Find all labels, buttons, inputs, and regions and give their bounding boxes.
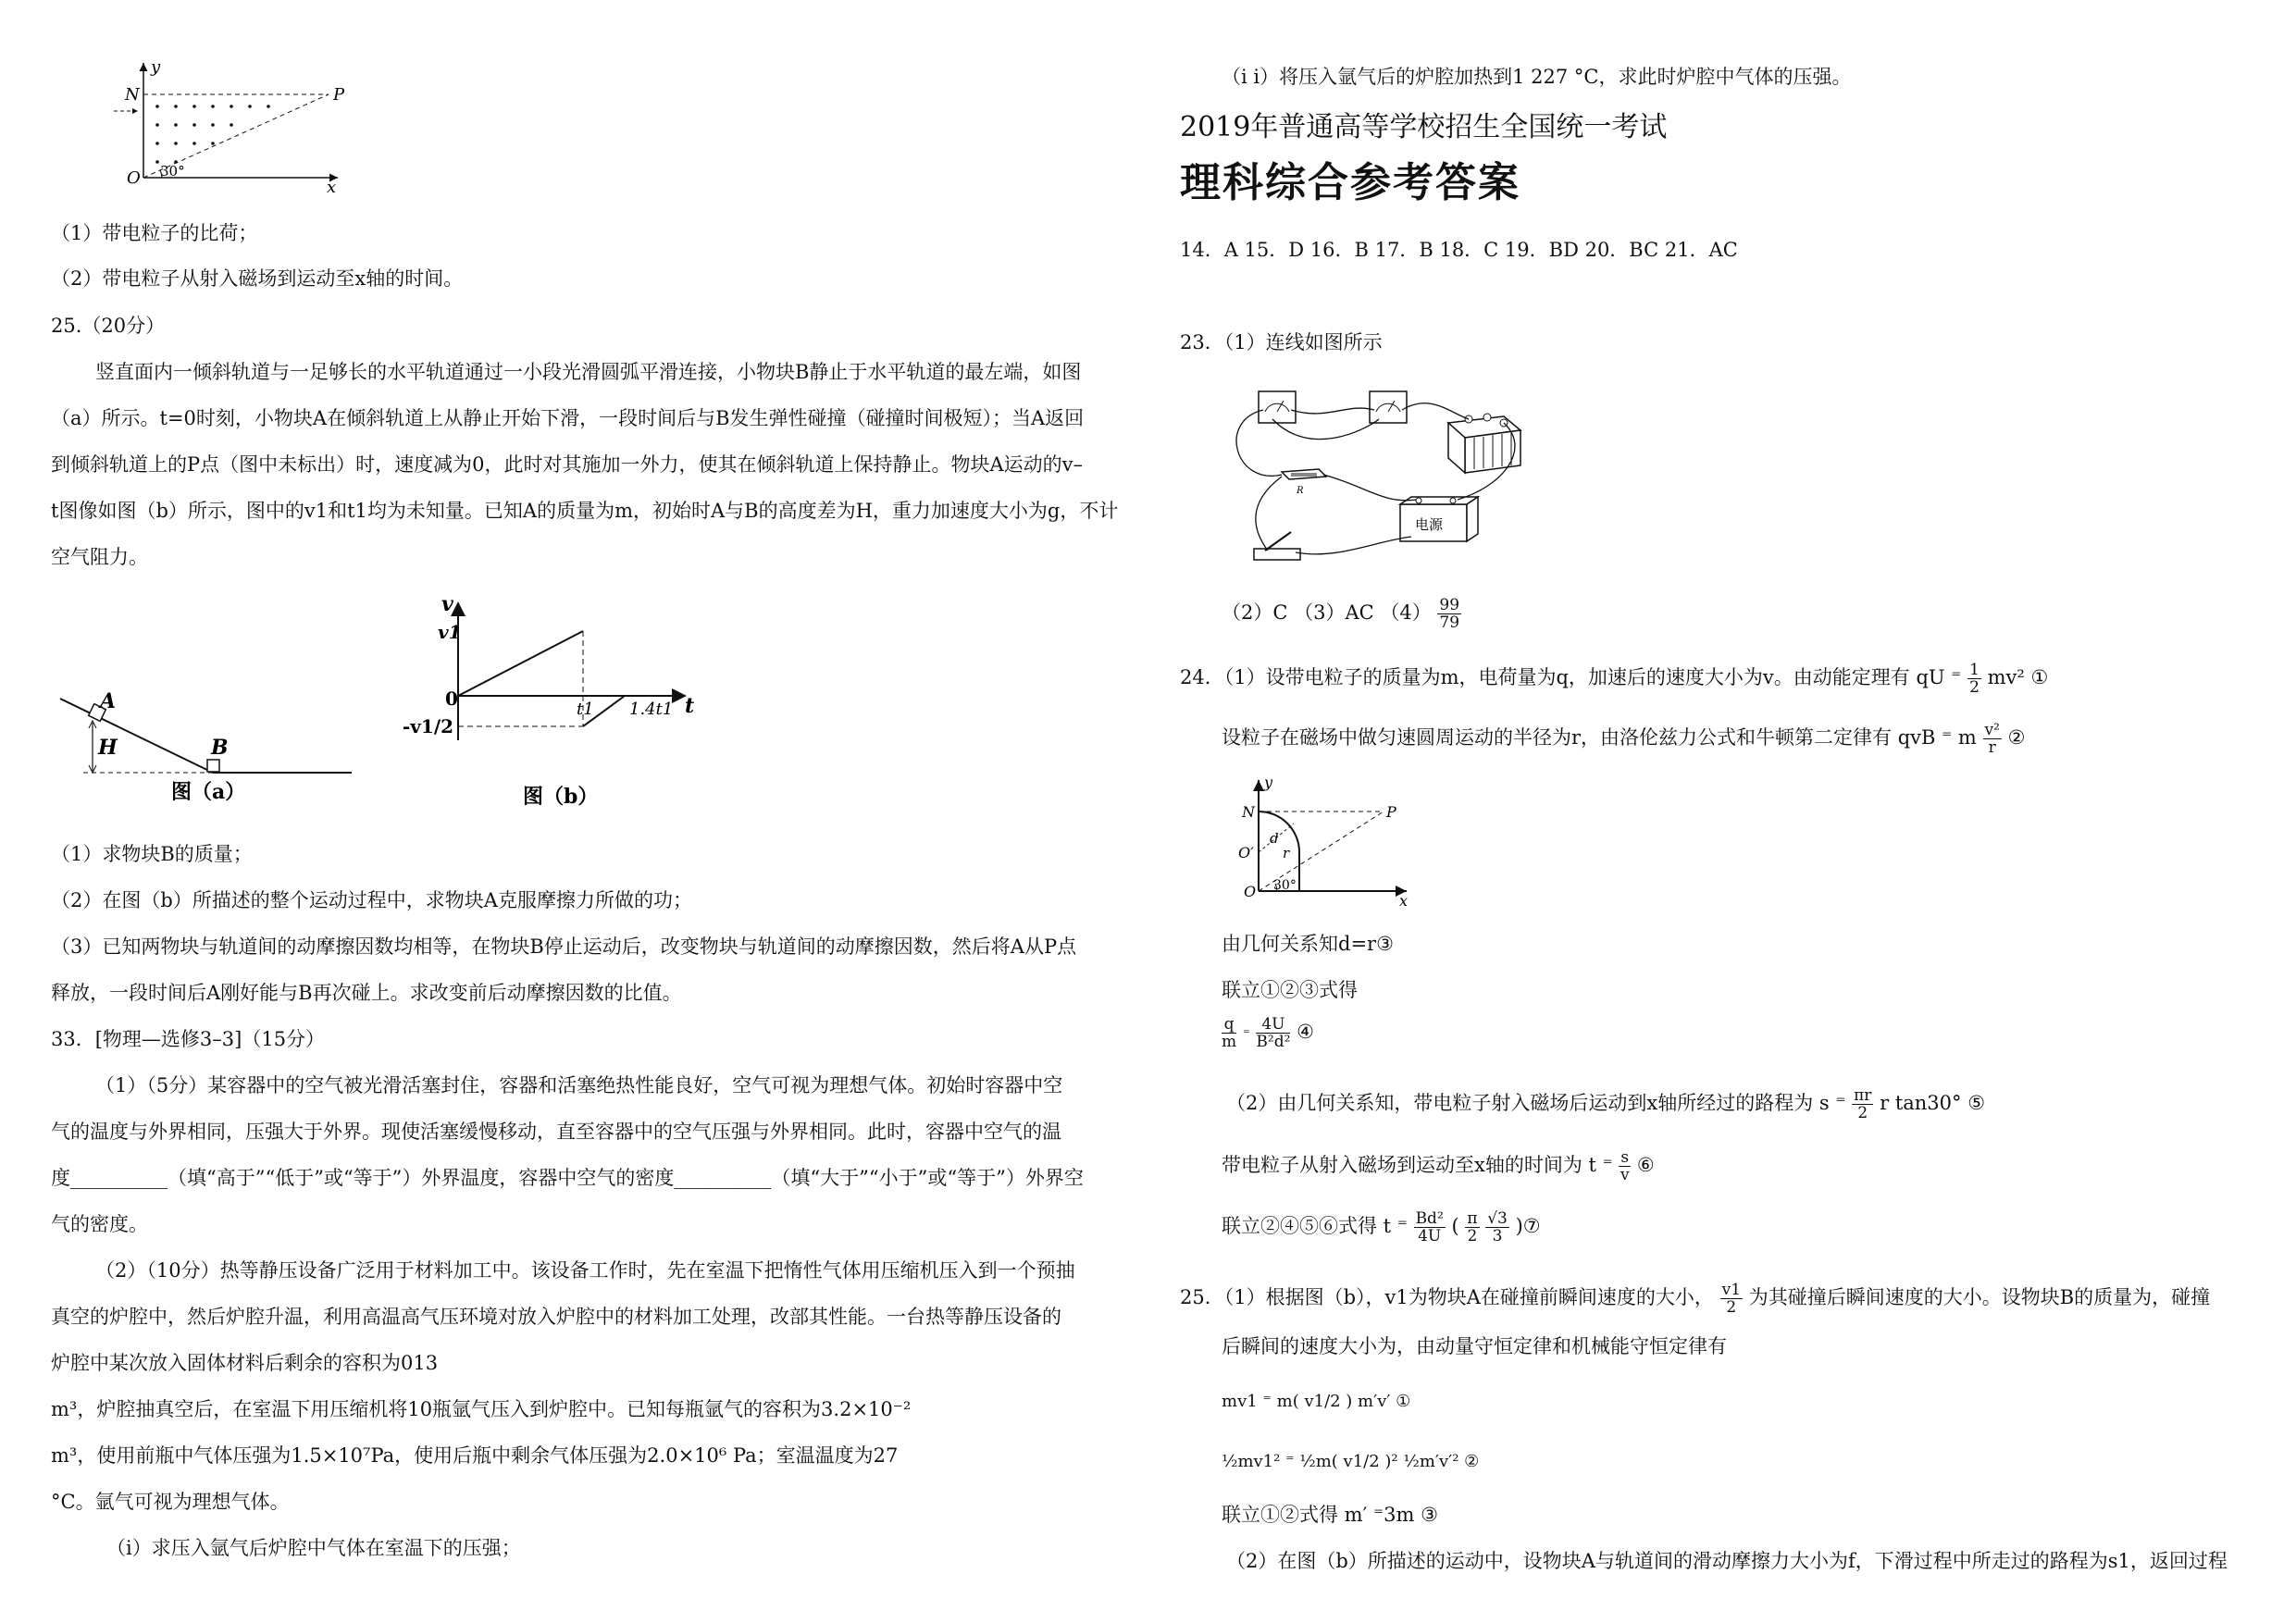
answer-24-line1: 24．（1）设带电粒子的质量为m，电荷量为q，加速后的速度大小为v。由动能定理有 qU ⁼ $\frac{1}{2}$ mv² ① — [1180, 661, 2049, 697]
q33-part2-line4: m³，炉腔抽真空后，在室温下用压缩机将10瓶氩气压入到炉腔中。已知每瓶氩气的容积为3.2×10⁻² — [51, 1398, 912, 1420]
fig-a-label-H: H — [98, 736, 118, 760]
figure-field-region — [106, 56, 347, 197]
rheostat-icon — [1282, 469, 1326, 479]
fig-top-O: O — [127, 168, 141, 188]
answer-24-line2: 设粒子在磁场中做匀速圆周运动的半径为r，由洛伦兹力公式和牛顿第二定律有 qvB ⁼ m $\frac{\text{v²}}{r}$ ② — [1222, 721, 2026, 757]
fig-b-1-4t1: 1.4t1 — [629, 700, 674, 719]
multiple-choice-answers: 14．A 15．D 16．B 17．B 18．C 19．BD 20．BC 21．AC — [1180, 239, 1738, 261]
answer-24-line7: 带电粒子从射入磁场到运动至x轴的时间为 t ⁼ $\frac{s}{v}$ ⑥ — [1222, 1148, 1655, 1184]
fig-top-N: N — [125, 85, 140, 105]
answer-24-line6: （2）由几何关系知，带电粒子射入磁场后运动到x轴所经过的路程为 s ⁼ $\frac{\pi r}{2}$ r tan30° ⑤ — [1226, 1086, 1986, 1122]
fig-top-x: x — [327, 178, 337, 197]
answer-25-line4: （2）在图（b）所描述的运动中，设物块A与轨道间的滑动摩擦力大小为f，下滑过程中所走过的路程为s1，返回过程 — [1226, 1550, 2228, 1572]
fig24-d: d — [1270, 830, 1279, 847]
fig24-r: r — [1283, 845, 1290, 861]
q25-paragraph-3: 到倾斜轨道上的P点（图中未标出）时，速度减为0，此时对其施加一外力，使其在倾斜轨道上保持静止。物块A运动的v– — [51, 453, 1084, 476]
q25-part1: （1）求物块B的质量； — [51, 843, 253, 865]
fig-b-caption: 图（b） — [523, 785, 599, 809]
q25-part2: （2）在图（b）所描述的整个运动过程中，求物块A克服摩擦力所做的功； — [51, 889, 692, 911]
answer-24-line8: 联立②④⑤⑥式得 t ⁼ $\frac{\text{Bd²}}{4U}$ ( $\frac{\pi}{2}$ $\frac{√3}{3}$ )⑦ — [1222, 1209, 1541, 1245]
q24-part2: （2）带电粒子从射入磁场到运动至x轴的时间。 — [51, 267, 464, 290]
exam-title: 2019年普通高等学校招生全国统一考试 — [1180, 111, 1668, 143]
answer-23-fraction: $\frac{99}{79}$ — [1439, 596, 1460, 632]
fig-a-label-B: B — [211, 736, 229, 760]
answer-24-frac-4U: $\frac{4U}{\text{B²d²}}$ — [1256, 1015, 1291, 1051]
answer-24-frac-Bd2: $\frac{\text{Bd²}}{4U}$ — [1415, 1209, 1444, 1245]
q25-paragraph-2: （a）所示。t=0时刻，小物块A在倾斜轨道上从静止开始下滑，一段时间后与B发生弹性碰撞（碰撞时间极短）；当A返回 — [51, 407, 1085, 429]
q25-paragraph-1: 竖直面内一倾斜轨道与一足够长的水平轨道通过一小段光滑圆弧平滑连接，小物块B静止于水平轨道的最左端，如图 — [95, 361, 1082, 383]
q33-part1-line2: 气的温度与外界相同，压强大于外界。现使活塞缓慢移动，直至容器中的空气压强与外界相同。此时，容器中空气的温 — [51, 1121, 1061, 1143]
fig24-N: N — [1242, 803, 1255, 821]
answer-24-frac-sv: $\frac{s}{v}$ — [1620, 1148, 1630, 1184]
q25-part3-line2: 释放，一段时间后A刚好能与B再次碰上。求改变前后动摩擦因数的比值。 — [51, 982, 682, 1004]
answer-25-eq1: mv1 ⁼ m( v1/2 ) m′v′ ① — [1222, 1392, 1411, 1411]
answer-24-line4: 联立①②③式得 — [1222, 979, 1358, 1001]
fig-b-v1: v1 — [438, 621, 462, 643]
fig24-O: O — [1244, 883, 1257, 900]
q33-heading: 33．[物理—选修3–3]（15分） — [51, 1028, 326, 1050]
fig-top-y: y — [151, 57, 161, 77]
circuit-diagram — [1226, 384, 1532, 578]
ammeter-icon — [1259, 391, 1296, 423]
answer-25-line3: 联立①②式得 m′ ⁼3m ③ — [1222, 1504, 1438, 1526]
q25-paragraph-4: t图像如图（b）所示，图中的v1和t1均为未知量。已知A的质量为m，初始时A与B的高度差为H，重力加速度大小为g，不计 — [51, 500, 1119, 522]
q25-paragraph-5: 空气阻力。 — [51, 546, 148, 568]
figure-a-incline — [56, 680, 370, 804]
fig-a-caption: 图（a） — [171, 780, 246, 804]
answer-24-eq4: $\frac{q}{m}$ ⁼ $\frac{4U}{\text{B²d²}}$ ④ — [1222, 1015, 1314, 1051]
fig-a-label-A: A — [100, 689, 117, 713]
fig24-y: y — [1264, 774, 1273, 791]
power-supply-label: 电源 — [1415, 516, 1444, 533]
answer-24-frac-pir: $\frac{\pi r}{2}$ — [1854, 1086, 1872, 1122]
rheostat-label: R — [1297, 486, 1304, 496]
fig24-angle: 30° — [1273, 878, 1297, 893]
answer-23-parts-2-4 — [1222, 597, 1461, 631]
q24-part1: （1）带电粒子的比荷； — [51, 222, 258, 244]
switch-icon — [1254, 532, 1300, 560]
answer-23-part1: 23．（1）连线如图所示 — [1180, 331, 1383, 353]
answer-24-figure — [1222, 773, 1416, 911]
fig-b-t1: t1 — [577, 700, 594, 719]
fig-b-t-axis: t — [685, 694, 695, 718]
figure-b-vt-graph — [403, 592, 708, 809]
answer-24-line3: 由几何关系知d=r③ — [1222, 933, 1394, 955]
fig24-Oprime: O′ — [1238, 844, 1254, 861]
voltmeter-icon — [1370, 391, 1407, 423]
answer-25-line2: 后瞬间的速度大小为，由动量守恒定律和机械能守恒定律有 — [1222, 1335, 1727, 1357]
answer-24-frac-pi2: $\frac{\pi}{2}$ — [1467, 1209, 1478, 1245]
q33-part1-line1: （1）（5分）某容器中的空气被光滑活塞封住，容器和活塞绝热性能良好，空气可视为理想气体。初始时容器中空 — [95, 1074, 1063, 1096]
fig24-x: x — [1399, 892, 1409, 910]
q33-part2-line3: 炉腔中某次放入固体材料后剩余的容积为013 — [51, 1352, 439, 1374]
answer-25-eq2: ½mv1² ⁼ ½m( v1/2 )² ½m′v′² ② — [1222, 1452, 1480, 1471]
fig-b-neg-label: -v1/2 — [403, 715, 454, 737]
q33-part2-line5: m³，使用前瓶中气体压强为1.5×10⁷Pa，使用后瓶中剩余气体压强为2.0×10⁶ Pa；室温温度为27 — [51, 1444, 899, 1467]
q25-part3-line1: （3）已知两物块与轨道间的动摩擦因数均相等，在物块B停止运动后，改变物块与轨道间的动摩擦因数，然后将A从P点 — [51, 935, 1077, 958]
fig-top-angle: 30° — [160, 163, 185, 180]
answer-24-frac-sqrt3: $\frac{√3}{3}$ — [1487, 1209, 1508, 1245]
q33-part2-line1: （2）（10分）热等静压设备广泛用于材料加工中。该设备工作时，先在室温下把惰性气体用压缩机压入到一个预抽 — [95, 1259, 1075, 1282]
fig24-P: P — [1386, 803, 1396, 821]
fig-b-v-axis: v — [441, 592, 453, 616]
q33-part2-ii: （i i）将压入氩气后的炉腔加热到1 227 °C，求此时炉腔中气体的压强。 — [1222, 66, 1852, 88]
q33-part1-line3: 度__________（填“高于”“低于”或“等于”）外界温度，容器中空气的密度__________（填“大于”“小于”或“等于”）外界空 — [51, 1167, 1084, 1189]
answer-24-frac-qm: $\frac{q}{m}$ — [1222, 1015, 1237, 1051]
answer-24-frac-v2r: $\frac{\text{v²}}{r}$ — [1984, 721, 2000, 757]
q33-part1-line4: 气的密度。 — [51, 1213, 148, 1235]
q25-heading: 25.（20分） — [51, 315, 166, 337]
answer-title: 理科综合参考答案 — [1180, 159, 1520, 206]
answer-25-line1: 25．（1）根据图（b），v1为物块A在碰撞前瞬间速度的大小， $\frac{v1}{2}$ 为其碰撞后瞬间速度的大小。设物块B的质量为，碰撞 — [1180, 1281, 2211, 1317]
fig-top-P: P — [333, 85, 345, 105]
answer-23-parts-text: （2）C （3）AC （4） — [1222, 601, 1432, 624]
fig-b-zero: 0 — [445, 688, 458, 710]
answer-25-frac-v1-2: $\frac{v1}{2}$ — [1721, 1281, 1742, 1317]
answer-24-frac-half: $\frac{1}{2}$ — [1969, 661, 1980, 697]
q33-part2-line6: °C。氩气可视为理想气体。 — [51, 1491, 290, 1513]
q33-part2-i: （i）求压入氩气后炉腔中气体在室温下的压强； — [106, 1537, 521, 1559]
q33-part2-line2: 真空的炉腔中，然后炉腔升温，利用高温高气压环境对放入炉腔中的材料加工处理，改部其性能。一台热等静压设备的 — [51, 1306, 1061, 1328]
